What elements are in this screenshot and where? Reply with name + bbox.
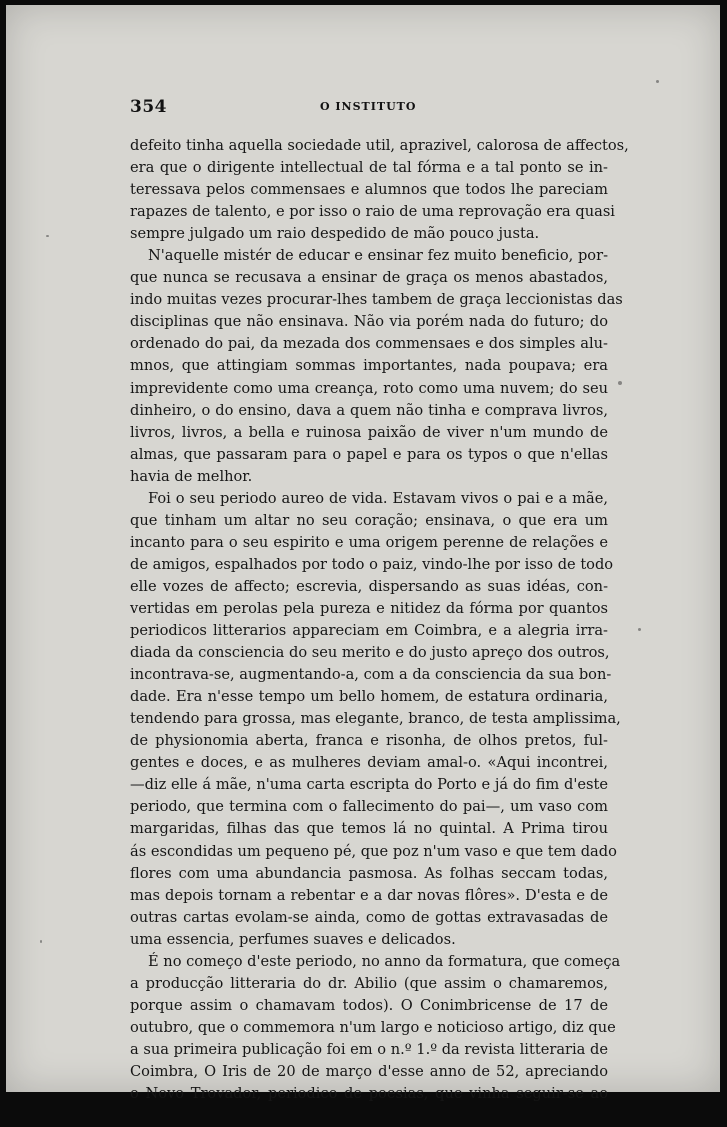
- text-line: ordenado do pai, da mezada dos commensaes e dos simples alu-: [130, 335, 608, 353]
- text-line: imprevidente como uma creança, roto como uma nuvem; do seu: [130, 379, 608, 397]
- text-line: dinheiro, o do ensino, dava a quem não tinha e comprava livros,: [130, 401, 608, 419]
- text-line: a producção litteraria do dr. Abilio (que assim o chamaremos,: [130, 974, 608, 992]
- text-line: incanto para o seu espirito e uma origem perenne de relações e: [130, 533, 608, 551]
- text-line: porque assim o chamavam todos). O Conimbricense de 17 de: [130, 996, 608, 1014]
- text-line: periodo, que termina com o fallecimento do pai—, um vaso com: [130, 798, 608, 816]
- text-line: a sua primeira publicação foi em o n.º 1.º da revista litteraria de: [130, 1040, 608, 1058]
- text-line: indo muitas vezes procurar-lhes tambem de graça leccionistas das: [130, 291, 623, 309]
- text-line: havia de melhor.: [130, 467, 253, 485]
- text-line: o Novo Trovador, periodico de poesias, que vinha seguir-se ao: [130, 1085, 608, 1103]
- running-title: O INSTITUTO: [320, 100, 417, 113]
- text-line: livros, livros, a bella e ruinosa paixão de viver n'um mundo de: [130, 423, 608, 441]
- page-number: 354: [130, 97, 167, 117]
- text-line: de amigos, espalhados por todo o paiz, vindo-lhe por isso de todo: [130, 555, 614, 573]
- text-line: [130, 1105, 608, 1127]
- text-line: que nunca se recusava a ensinar de graça os menos abastados,: [130, 269, 608, 287]
- text-line: mnos, que attingiam sommas importantes, nada poupava; era: [130, 357, 608, 375]
- text-line: gentes e doces, e as mulheres deviam amal-o. «Aqui incontrei,: [130, 754, 608, 772]
- text-line: dade. Era n'esse tempo um bello homem, de estatura ordinaria,: [130, 688, 608, 706]
- text-line: diada da consciencia do seu merito e do justo apreço dos outros,: [130, 644, 610, 662]
- text-line: defeito tinha aquella sociedade util, aprazivel, calorosa de affectos,: [130, 137, 629, 154]
- text-line: outras cartas evolam-se ainda, como de gottas extravasadas de: [130, 908, 608, 926]
- text-line: de physionomia aberta, franca e risonha, de olhos pretos, ful-: [130, 732, 608, 750]
- scan-speck: [656, 80, 659, 83]
- text-line: margaridas, filhas das que temos lá no quintal. A Prima tirou: [130, 820, 608, 838]
- text-line: que tinham um altar no seu coração; ensinava, o que era um: [130, 511, 608, 529]
- book-page: [6, 5, 720, 1103]
- text-line: Foi o seu periodo aureo de vida. Estavam vivos o pai e a mãe,: [148, 489, 608, 507]
- text-line: flores com uma abundancia pasmosa. As folhas seccam todas,: [130, 864, 608, 882]
- text-line: disciplinas que não ensinava. Não via porém nada do futuro; do: [130, 313, 608, 331]
- text-line: N'aquelle mistér de educar e ensinar fez muito beneficio, por-: [148, 247, 608, 265]
- scan-speck: [638, 628, 641, 631]
- text-line: tendendo para grossa, mas elegante, branco, de testa amplissima,: [130, 710, 621, 728]
- scan-speck: [618, 381, 622, 385]
- text-line: periodicos litterarios appareciam em Coimbra, e a alegria irra-: [130, 622, 608, 640]
- text-line: vertidas em perolas pela pureza e nitidez da fórma por quantos: [130, 599, 608, 617]
- text-line: elle vozes de affecto; escrevia, dispersando as suas idéas, con-: [130, 577, 608, 595]
- text-line: almas, que passaram para o papel e para os typos o que n'ellas: [130, 445, 608, 463]
- text-line: incontrava-se, augmentando-a, com a da consciencia da sua bon-: [130, 666, 612, 684]
- body-text: [130, 135, 629, 1127]
- scan-speck: [40, 940, 42, 943]
- text-line: Coimbra, O Iris de 20 de março d'esse anno de 52, apreciando: [130, 1062, 608, 1080]
- text-line: —diz elle á mãe, n'uma carta escripta do Porto e já do fim d'este: [130, 776, 608, 794]
- text-line: outubro, que o commemora n'um largo e noticioso artigo, diz que: [130, 1018, 616, 1036]
- text-line: É no começo d'este periodo, no anno da formatura, que começa: [148, 952, 621, 970]
- text-line: mas depois tornam a rebentar e a dar novas flôres». D'esta e de: [130, 886, 608, 904]
- text-line: era que o dirigente intellectual de tal fórma e a tal ponto se in-: [130, 159, 608, 177]
- text-line: uma essencia, perfumes suaves e delicados.: [130, 930, 456, 948]
- text-line: sempre julgado um raio despedido de mão pouco justa.: [130, 225, 540, 243]
- page-header: [130, 97, 608, 117]
- text-line: ás escondidas um pequeno pé, que poz n'um vaso e que tem dado: [130, 842, 617, 860]
- text-line: teressava pelos commensaes e alumnos que todos lhe pareciam: [130, 181, 608, 199]
- text-line: rapazes de talento, e por isso o raio de uma reprovação era quasi: [130, 203, 615, 221]
- scan-speck: [46, 235, 49, 237]
